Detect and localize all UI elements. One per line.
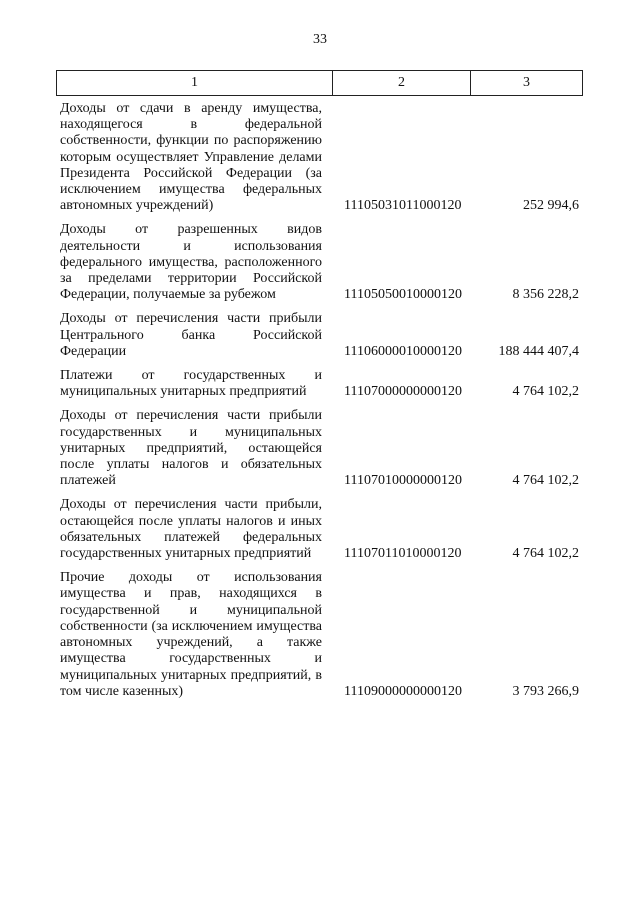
page-number: 33 (313, 32, 327, 47)
header-col-3: 3 (523, 75, 530, 90)
revenue-code: 11107000000000120 (344, 384, 462, 400)
revenue-name: Доходы от перечисления части прибыли государственных и муниципальных унитарных предприятий, остающейся после уплаты налогов и обязательных платежей (60, 408, 322, 489)
revenue-amount: 4 764 102,2 (512, 384, 579, 400)
revenue-name: Платежи от государственных и муниципальных унитарных предприятий (60, 368, 322, 400)
revenue-code: 11105031011000120 (344, 198, 462, 214)
table-row (56, 101, 583, 214)
revenue-amount: 3 793 266,9 (512, 683, 579, 699)
table-row (56, 408, 583, 489)
table-row (56, 497, 583, 562)
revenue-code: 11106000010000120 (344, 343, 462, 359)
table-row (56, 222, 583, 303)
revenue-code: 11107011010000120 (344, 546, 462, 562)
revenue-amount: 188 444 407,4 (498, 343, 579, 359)
table-row (56, 368, 583, 400)
table-row (56, 311, 583, 360)
revenue-code: 11107010000000120 (344, 473, 462, 489)
revenue-amount: 4 764 102,2 (512, 546, 579, 562)
revenue-name: Доходы от перечисления части прибыли, остающейся после уплаты налогов и иных обязательных платежей федеральных государственных унитарных предприятий (60, 497, 322, 562)
revenue-name: Доходы от разрешенных видов деятельности и использования федерального имущества, расположенного за пределами территории Российской Федерации, получаемые за рубежом (60, 222, 322, 303)
revenue-code: 11109000000000120 (344, 683, 462, 699)
revenue-amount: 252 994,6 (523, 198, 579, 214)
revenue-code: 11105050010000120 (344, 287, 462, 303)
revenue-name: Прочие доходы от использования имущества и прав, находящихся в государственной и муниципальной собственности (за исключением имущества автономных учреждений, а также имущества государственных и муниципальных унитарных предприятий, в том числе казенных) (60, 570, 322, 699)
revenue-amount: 4 764 102,2 (512, 473, 579, 489)
revenue-name: Доходы от перечисления части прибыли Центрального банка Российской Федерации (60, 311, 322, 359)
header-col-2: 2 (333, 71, 471, 95)
table-row (56, 570, 583, 700)
table-header (56, 70, 583, 96)
revenue-amount: 8 356 228,2 (512, 287, 579, 303)
table-body (56, 101, 583, 708)
revenue-name: Доходы от сдачи в аренду имущества, находящегося в федеральной собственности, функции по распоряжению которым осуществляет Управление делами Президента Российской Федерации (за исключением имущества федеральных автономных учреждений) (60, 101, 322, 214)
header-col-1: 1 (57, 71, 333, 95)
